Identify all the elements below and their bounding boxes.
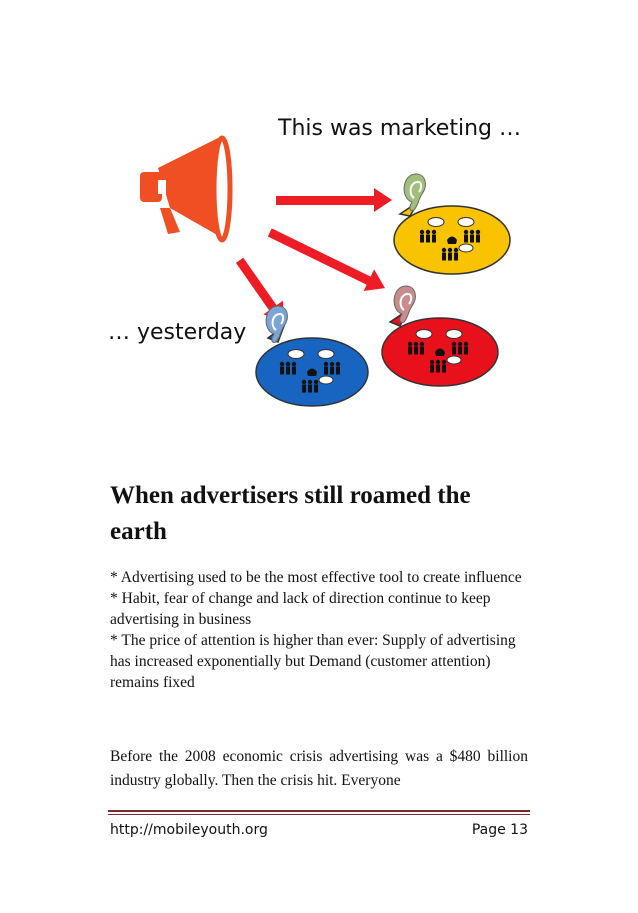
ear-icon bbox=[404, 174, 425, 211]
red-audience-bubble bbox=[382, 310, 498, 386]
footer-divider-thin bbox=[108, 814, 530, 815]
bullet-item: * Advertising used to be the most effective tool to create influence bbox=[110, 569, 522, 586]
page-number: Page 13 bbox=[471, 822, 528, 838]
bullet-item: * The price of attention is higher than ever: Supply of advertising has increased exponentially but Demand (customer attention) remains fixed bbox=[110, 632, 516, 691]
arrow-to-red bbox=[265, 221, 391, 299]
footer-divider bbox=[108, 810, 530, 812]
arrow-to-yellow bbox=[276, 188, 392, 212]
marketing-illustration bbox=[100, 110, 540, 420]
yellow-audience-bubble bbox=[394, 202, 510, 274]
section-heading: When advertisers still roamed the earth bbox=[110, 482, 471, 545]
footer-url[interactable]: http://mobileyouth.org bbox=[110, 822, 268, 838]
megaphone-icon bbox=[140, 138, 230, 240]
bullet-list bbox=[110, 567, 535, 693]
figure-title: This was marketing … bbox=[278, 116, 521, 141]
illustration-graphic bbox=[100, 110, 540, 420]
bullet-item: * Habit, fear of change and lack of direction continue to keep advertising in business bbox=[110, 590, 491, 628]
figure-subtitle: … yesterday bbox=[108, 320, 247, 345]
body-paragraph: Before the 2008 economic crisis advertising was a $480 billion industry globally. Then the crisis hit. Everyone bbox=[110, 748, 528, 789]
